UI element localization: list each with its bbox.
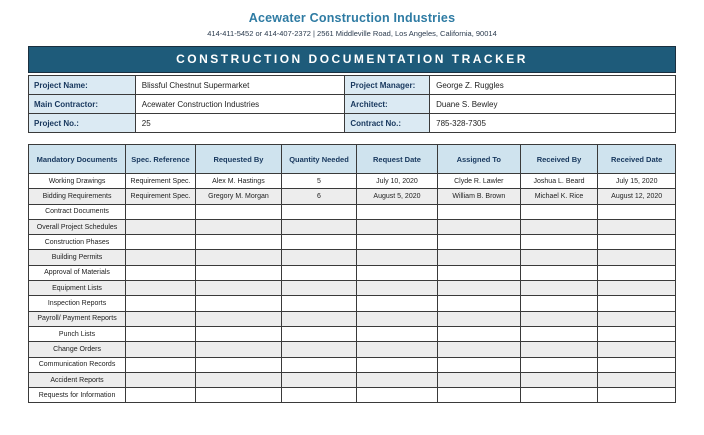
table-cell: Alex M. Hastings [195,174,281,189]
table-cell [520,296,598,311]
table-cell [195,204,281,219]
table-cell [126,204,196,219]
document-content [28,0,676,403]
table-cell [126,235,196,250]
column-header: Assigned To [437,145,520,174]
tracker-header-row [29,145,676,174]
table-cell: William B. Brown [437,189,520,204]
project-manager-label: Project Manager: [345,76,430,95]
table-cell [437,326,520,341]
table-cell [126,372,196,387]
table-cell: Michael K. Rice [520,189,598,204]
table-cell [281,250,356,265]
info-row [29,76,676,95]
table-cell [520,311,598,326]
table-cell [195,235,281,250]
table-cell [281,326,356,341]
table-cell [520,281,598,296]
table-cell [195,357,281,372]
table-row [29,265,676,280]
table-cell: 5 [281,174,356,189]
table-cell [357,235,438,250]
document-title-bar: CONSTRUCTION DOCUMENTATION TRACKER [28,46,676,73]
table-cell [437,342,520,357]
table-cell [437,204,520,219]
company-contact-line: 414-411-5452 or 414-407-2372 | 2561 Middleville Road, Los Angeles, California, 90014 [207,29,497,38]
table-cell [520,265,598,280]
table-cell [520,250,598,265]
table-row [29,235,676,250]
table-cell [195,372,281,387]
table-cell [520,326,598,341]
table-cell [126,219,196,234]
table-cell [281,357,356,372]
column-header: Mandatory Documents [29,145,126,174]
table-row [29,311,676,326]
table-row [29,357,676,372]
table-cell [195,281,281,296]
table-cell: August 12, 2020 [598,189,676,204]
table-cell [520,357,598,372]
table-cell [126,265,196,280]
table-cell: Gregory M. Morgan [195,189,281,204]
document-name-cell: Inspection Reports [29,296,126,311]
table-cell [520,372,598,387]
column-header: Requested By [195,145,281,174]
table-cell [357,250,438,265]
document-name-cell: Bidding Requirements [29,189,126,204]
table-cell [195,265,281,280]
table-cell [357,265,438,280]
document-name-cell: Contract Documents [29,204,126,219]
document-name-cell: Building Permits [29,250,126,265]
table-cell [598,296,676,311]
table-row [29,219,676,234]
table-cell [598,219,676,234]
table-cell [520,204,598,219]
table-cell [126,250,196,265]
table-cell [195,388,281,403]
table-cell [126,388,196,403]
document-name-cell: Construction Phases [29,235,126,250]
table-cell [598,357,676,372]
table-cell [195,326,281,341]
contract-no-label: Contract No.: [345,114,430,133]
table-cell [437,357,520,372]
table-cell [281,235,356,250]
architect-value: Duane S. Bewley [430,95,676,114]
table-cell [281,296,356,311]
table-cell: Requirement Spec. [126,189,196,204]
table-cell [357,372,438,387]
table-cell [437,281,520,296]
document-name-cell: Overall Project Schedules [29,219,126,234]
column-header: Received By [520,145,598,174]
document-name-cell: Requests for Information [29,388,126,403]
table-cell [281,281,356,296]
table-cell [281,311,356,326]
table-cell [357,342,438,357]
main-contractor-label: Main Contractor: [29,95,136,114]
project-info-table [28,75,676,133]
table-cell [357,326,438,341]
table-cell [281,342,356,357]
project-no-value: 25 [135,114,345,133]
document-name-cell: Equipment Lists [29,281,126,296]
table-row [29,174,676,189]
table-cell [598,281,676,296]
document-name-cell: Working Drawings [29,174,126,189]
table-cell [598,388,676,403]
table-cell [195,342,281,357]
table-cell [437,311,520,326]
table-cell: Clyde R. Lawler [437,174,520,189]
table-cell [357,388,438,403]
company-name: Acewater Construction Industries [248,11,456,25]
table-cell [437,219,520,234]
table-cell [126,357,196,372]
table-cell [195,296,281,311]
document-name-cell: Approval of Materials [29,265,126,280]
project-name-value: Blissful Chestnut Supermarket [135,76,345,95]
info-row [29,95,676,114]
table-cell [357,204,438,219]
table-cell: Joshua L. Beard [520,174,598,189]
document-name-cell: Change Orders [29,342,126,357]
table-cell [598,250,676,265]
column-header: Received Date [598,145,676,174]
table-row [29,372,676,387]
main-contractor-value: Acewater Construction Industries [135,95,345,114]
project-manager-value: George Z. Ruggles [430,76,676,95]
table-cell [437,250,520,265]
table-cell [195,250,281,265]
table-cell [520,235,598,250]
column-header: Request Date [357,145,438,174]
table-row [29,388,676,403]
table-cell [598,235,676,250]
architect-label: Architect: [345,95,430,114]
table-cell [437,372,520,387]
column-header: Spec. Reference [126,145,196,174]
table-cell [437,296,520,311]
table-row [29,296,676,311]
table-cell [126,296,196,311]
table-cell [126,281,196,296]
table-cell: Requirement Spec. [126,174,196,189]
table-cell [281,372,356,387]
table-cell [281,265,356,280]
table-cell: August 5, 2020 [357,189,438,204]
tracker-table-body [29,174,676,403]
table-cell [281,388,356,403]
document-name-cell: Accident Reports [29,372,126,387]
table-row [29,326,676,341]
table-cell [126,326,196,341]
document-name-cell: Payroll/ Payment Reports [29,311,126,326]
document-name-cell: Communication Records [29,357,126,372]
table-row [29,189,676,204]
table-cell [357,281,438,296]
table-cell [598,342,676,357]
table-cell [195,311,281,326]
table-cell [598,311,676,326]
table-cell [281,219,356,234]
project-no-label: Project No.: [29,114,136,133]
table-cell [357,357,438,372]
tracker-table [28,144,676,403]
table-cell [357,311,438,326]
table-cell [520,219,598,234]
table-cell [437,265,520,280]
table-cell [281,204,356,219]
document-name-cell: Punch Lists [29,326,126,341]
table-cell [598,372,676,387]
table-cell [126,342,196,357]
table-row [29,250,676,265]
table-cell [598,265,676,280]
table-cell: 6 [281,189,356,204]
table-cell: July 10, 2020 [357,174,438,189]
table-row [29,281,676,296]
table-cell [598,326,676,341]
column-header: Quantity Needed [281,145,356,174]
table-cell [598,204,676,219]
contract-no-value: 785-328-7305 [430,114,676,133]
table-cell [520,388,598,403]
table-cell [126,311,196,326]
table-cell: July 15, 2020 [598,174,676,189]
table-cell [437,235,520,250]
table-cell [520,342,598,357]
table-cell [357,296,438,311]
info-row [29,114,676,133]
table-cell [195,219,281,234]
project-name-label: Project Name: [29,76,136,95]
table-row [29,204,676,219]
table-row [29,342,676,357]
table-cell [357,219,438,234]
table-cell [437,388,520,403]
